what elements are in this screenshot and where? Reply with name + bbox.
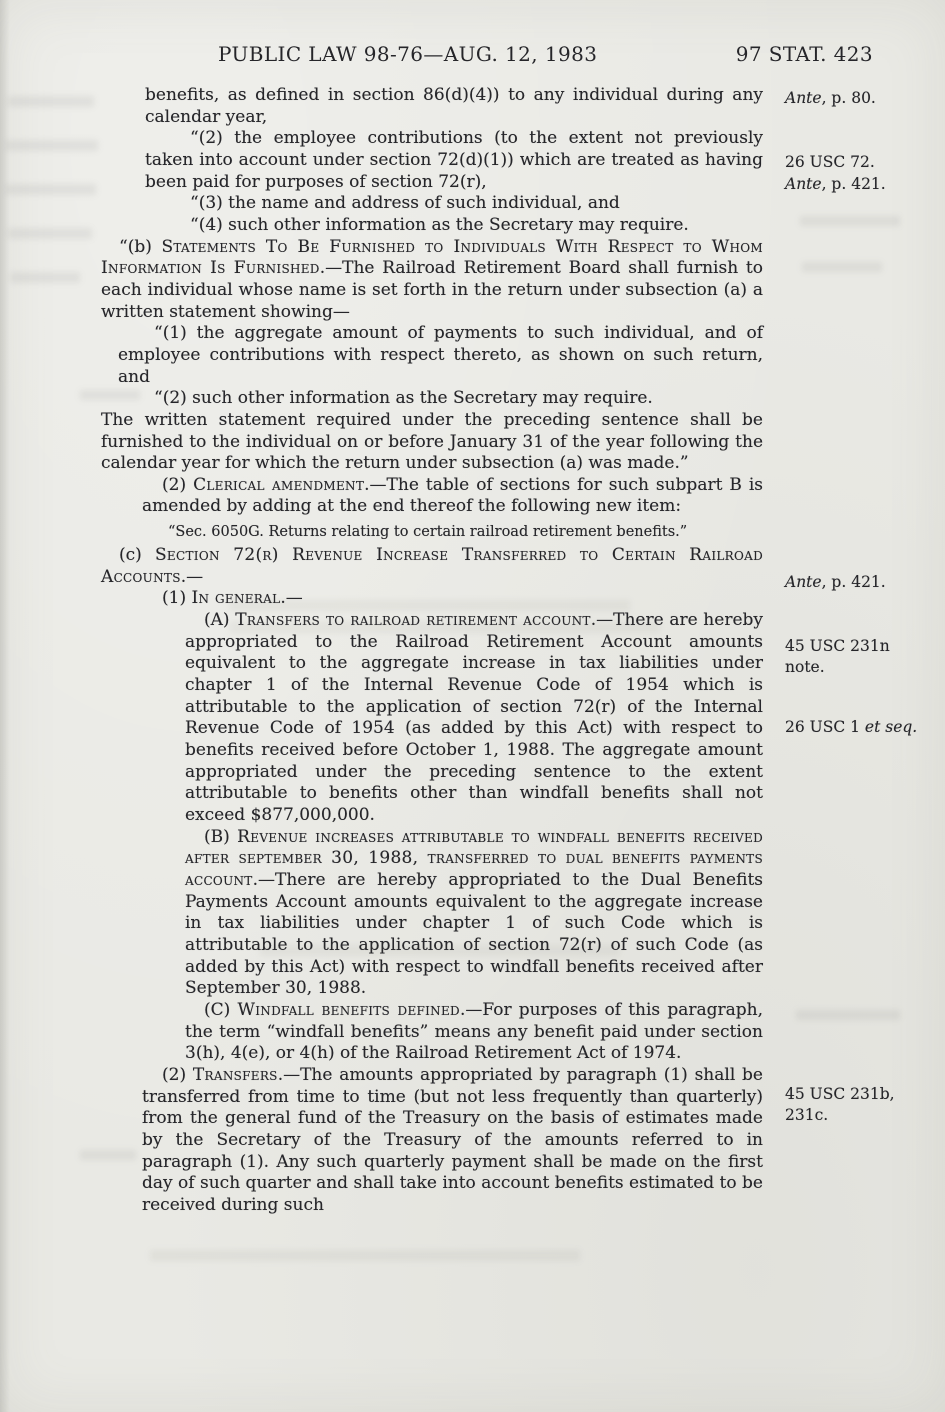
- scan-artifact: [6, 184, 96, 195]
- margin-note-line: 26 USC 72.: [785, 153, 875, 171]
- scan-artifact: [230, 600, 630, 611]
- scan-artifact: [796, 1010, 900, 1020]
- scan-artifact: [8, 96, 94, 107]
- subparagraph-B: (B) Revenue increases attributable to windfall benefits received after september 30, 1988, transferred to dual benefits payments account.—There are hereby appropriated to the Dual Benefits Payments Account amounts equivalent to the aggregate increase in tax liabilities under chapter 1 of such Code which is attributable to the application of section 72(r) of such Code (as added by this Act) with respect to windfall benefits received after September 30, 1988.: [185, 826, 763, 999]
- flush-sentence-paragraph: The written statement required under the preceding sentence shall be furnished to the individual on or before January 31 of the year following the calendar year for which the return under subsection (a) was made.”: [101, 409, 763, 474]
- quoted-item-2: “(2) the employee contributions (to the extent not previously taken into account under section 72(d)(1)) which are treated as having been paid for purposes of section 72(r),: [145, 128, 763, 192]
- scan-artifact: [8, 228, 92, 239]
- subsection-b-paragraph: “(b) Statements To Be Furnished to Individuals With Respect to Whom Information Is Furnished.—The Railroad Retirement Board shall furnish to each individual whose name is set forth in the return under subsection (a) a written statement showing—: [101, 236, 763, 322]
- quoted-item-3: “(3) the name and address of such individual, and: [190, 193, 620, 214]
- scan-artifact: [800, 216, 900, 226]
- margin-note-line: 26 USC 1 et seq.: [785, 718, 918, 736]
- subsection-b-item-1: “(1) the aggregate amount of payments to such individual, and of employee contributions with respect thereto, as shown on such return, and: [118, 323, 763, 387]
- margin-note-line: Ante, p. 421.: [785, 175, 886, 193]
- margin-note-line: note.: [785, 658, 825, 676]
- scan-artifact: [10, 272, 80, 283]
- clerical-amendment-paragraph: (2) Clerical amendment.—The table of sections for such subpart B is amended by adding at the end thereof the following new item:: [142, 474, 763, 517]
- quoted-continuation-paragraph: benefits, as defined in section 86(d)(4)) to any individual during any calendar year,: [145, 85, 763, 127]
- margin-note-line: Ante, p. 421.: [785, 573, 886, 591]
- subsection-c-heading: (c) Section 72(r) Revenue Increase Transferred to Certain Railroad Accounts.—: [101, 545, 763, 587]
- quoted-item-4: “(4) such other information as the Secretary may require.: [190, 214, 689, 235]
- margin-note: [785, 88, 940, 109]
- subparagraph-C: (C) Windfall benefits defined.—For purposes of this paragraph, the term “windfall benefits” means any benefit paid under section 3(h), 4(e), or 4(h) of the Railroad Retirement Act of 1974.: [185, 999, 763, 1064]
- running-header-stat-page: 97 STAT. 423: [735, 42, 873, 66]
- margin-note-line: Ante, p. 80.: [785, 89, 876, 107]
- paragraph-2-transfers: (2) Transfers.—The amounts appropriated by paragraph (1) shall be transferred from time to time (but not less frequently than quarterly) from the general fund of the Treasury on the basis of estimates made by the Secretary of the Treasury of the amounts referred to in paragraph (1). Any such quarterly payment shall be made on the first day of such quarter and shall take into account benefits estimated to be received during such: [142, 1064, 763, 1215]
- margin-note-line: 231c.: [785, 1106, 829, 1124]
- paragraph-1-in-general: (1) In general.—: [162, 588, 303, 609]
- subparagraph-A: (A) Transfers to railroad retirement account.—There are hereby appropriated to the Railroad Retirement Account amounts equivalent to the aggregate increase in tax liabilities under chapter 1 of the Internal Revenue Code of 1954 which is attributable to the application of section 72(r) of the Internal Revenue Code of 1954 (as added by this Act) with respect to benefits received before October 1, 1988. The aggregate amount appropriated under the preceding sentence to the extent attributable to benefits other than windfall benefits shall not exceed $877,000,000.: [185, 610, 763, 825]
- margin-note-line: 45 USC 231b,: [785, 1085, 895, 1103]
- scan-artifact: [230, 622, 660, 633]
- statute-text-column: [101, 85, 763, 1216]
- running-header-law-title: PUBLIC LAW 98-76—AUG. 12, 1983: [218, 42, 598, 66]
- margin-note: [785, 572, 940, 593]
- subsection-b-item-2: “(2) such other information as the Secretary may require.: [154, 388, 653, 409]
- margin-note: [785, 717, 940, 738]
- scan-artifact: [260, 945, 620, 956]
- margin-note: [785, 152, 940, 173]
- margin-note: [785, 636, 940, 678]
- scan-artifact: [80, 1150, 136, 1160]
- margin-note: [785, 174, 940, 195]
- table-of-sections-entry: “Sec. 6050G. Returns relating to certain railroad retirement benefits.”: [168, 524, 688, 541]
- scan-artifact: [150, 1250, 580, 1261]
- margin-notes-column: [785, 0, 940, 1412]
- margin-note-line: 45 USC 231n: [785, 637, 890, 655]
- scan-artifact: [6, 140, 98, 151]
- scan-artifact: [80, 390, 140, 400]
- margin-note: [785, 1084, 940, 1126]
- scan-artifact: [802, 262, 882, 272]
